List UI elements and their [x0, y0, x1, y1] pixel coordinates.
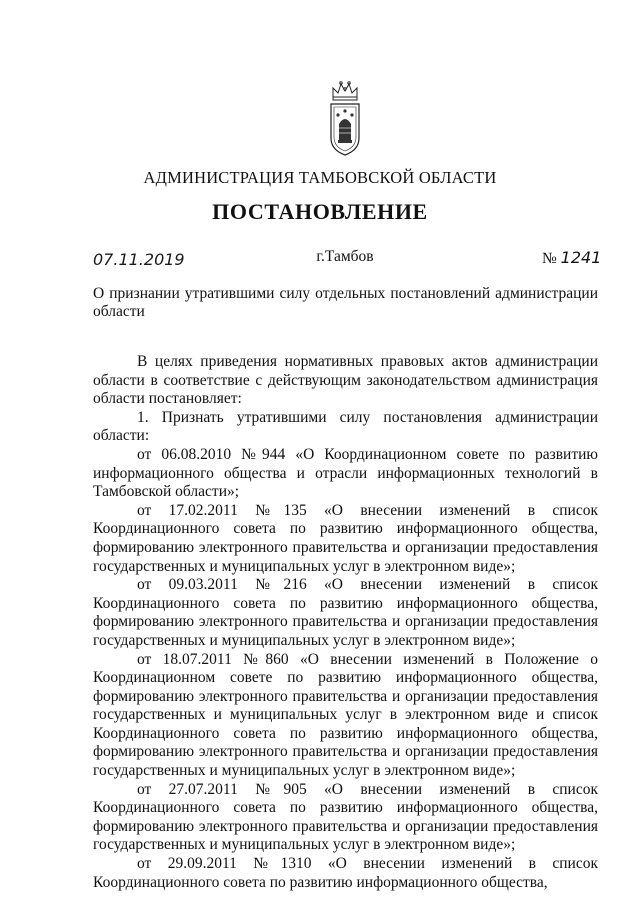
number-value: 1241	[560, 248, 602, 267]
document-number	[542, 248, 601, 268]
paragraph-act: от 18.07.2011 №860 «О внесении изменений в Положение о Координационном совете по развитию информационного общества, формированию электронного правительства и организации предоставления государственных и муниципальных услуг в электронном виде и список Координационного совета по развитию информационного общества, формированию электронного правительства и организации предоставления государственных и муниципальных услуг в электронном виде»;	[93, 650, 598, 780]
document-body	[93, 353, 598, 892]
number-prefix: №	[542, 250, 557, 267]
document-subject: О признании утратившими силу отдельных постановлений администрации области	[93, 285, 598, 320]
paragraph-act: от 27.07.2011 №905 «О внесении изменений в список Координационного совета по развитию информационного общества, формированию электронного правительства и организации предоставления государственных и муниципальных услуг в электронном виде»;	[93, 780, 598, 854]
organization-name: АДМИНИСТРАЦИЯ ТАМБОВСКОЙ ОБЛАСТИ	[143, 168, 497, 187]
tambov-coat-of-arms-icon	[325, 78, 365, 158]
paragraph-preamble: В целях приведения нормативных правовых актов администрации области в соответствие с действующим законодательством администрация области постановляет:	[93, 353, 598, 408]
document-city: г.Тамбов	[316, 248, 374, 265]
paragraph-act: от 09.03.2011 №216 «О внесении изменений в список Координационного совета по развитию информационного общества, формированию электронного правительства и организации предоставления государственных и муниципальных услуг в электронном виде»;	[93, 576, 598, 649]
document-type: ПОСТАНОВЛЕНИЕ	[212, 199, 428, 224]
paragraph-act: от 29.09.2011 №1310 «О внесении изменений в список Координационного совета по развитию информационного общества,	[93, 855, 598, 891]
paragraph-act: от 17.02.2011 №135 «О внесении изменений в список Координационного совета по развитию информационного общества, формированию электронного правительства и организации предоставления государственных и муниципальных услуг в электронном виде»;	[93, 501, 598, 575]
paragraph-act: от 06.08.2010 №944 «О Координационном совете по развитию информационного общества и отрасли информационных технологий в Тамбовской области»;	[93, 445, 598, 501]
paragraph-item-1: 1. Признать утратившими силу постановления администрации области:	[93, 408, 598, 445]
document-date: 07.11.2019	[93, 250, 185, 269]
